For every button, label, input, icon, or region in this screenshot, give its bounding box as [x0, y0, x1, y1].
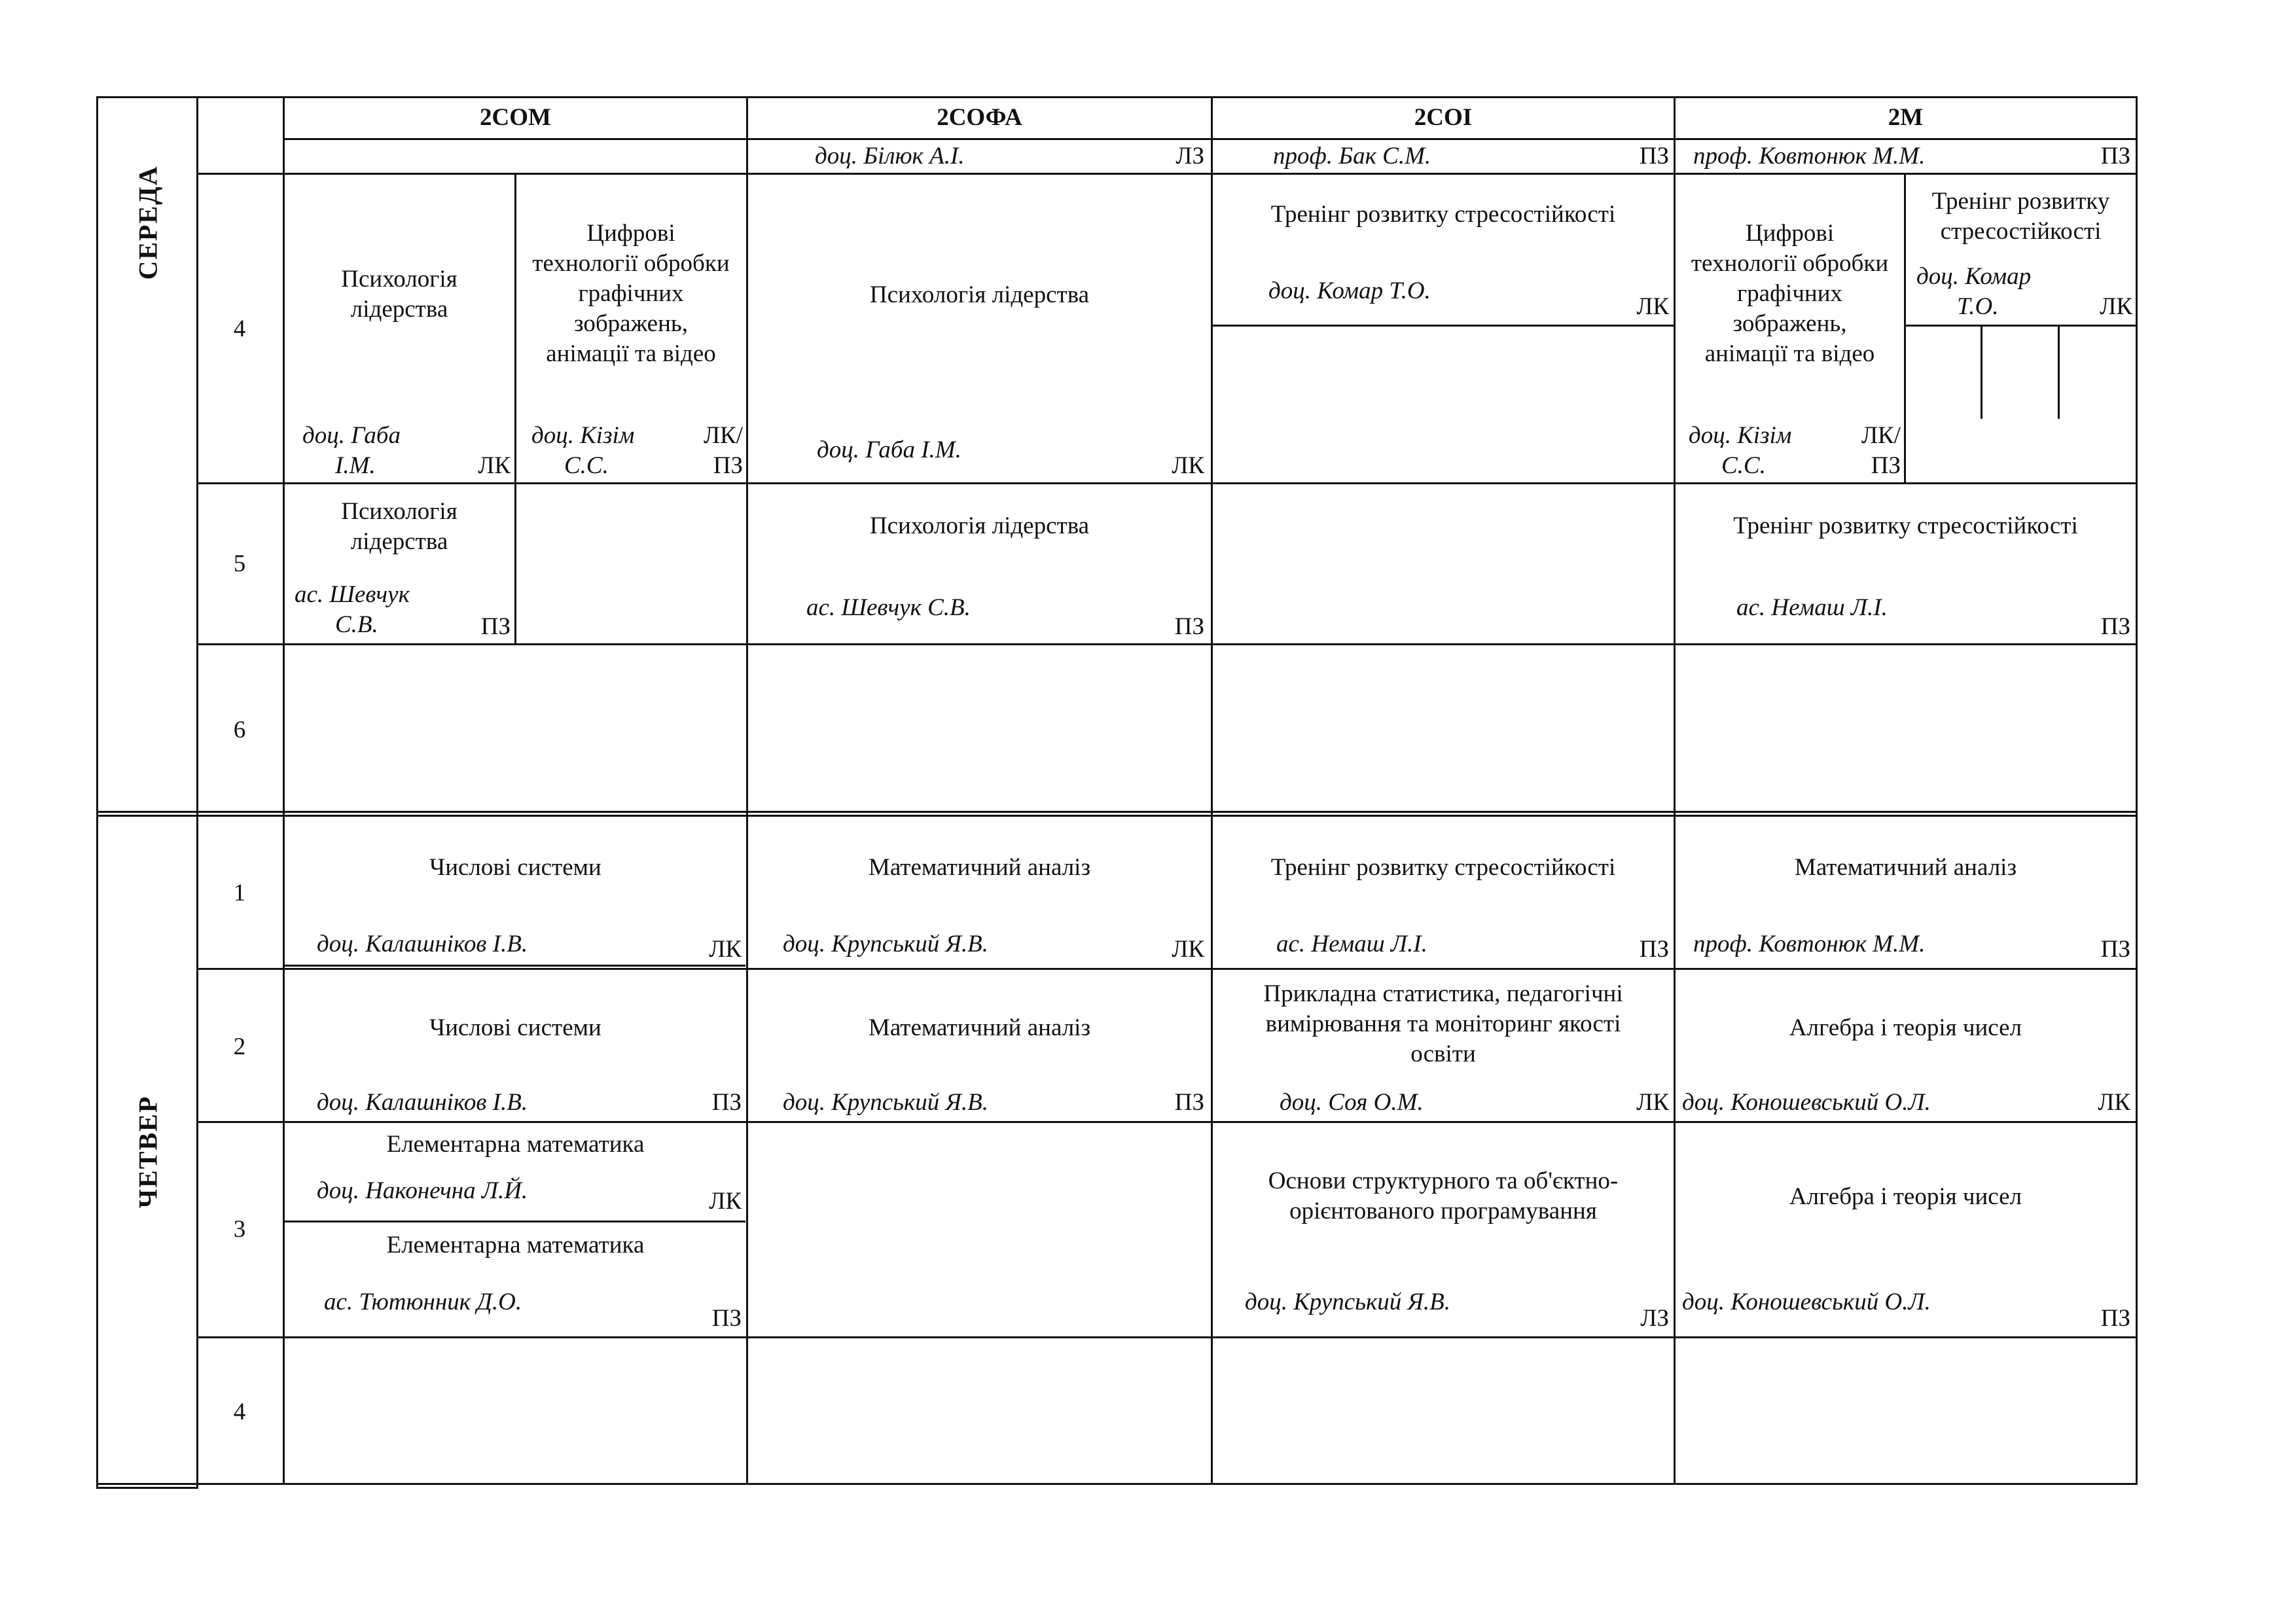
subject: стресостійкості [1940, 218, 2102, 245]
pair-number: 3 [233, 1216, 246, 1243]
subject: Тренінг розвитку стресостійкості [1270, 201, 1616, 228]
teacher: доц. Крупський Я.В. [1245, 1289, 1450, 1315]
teacher: доц. Кізім [1689, 422, 1792, 449]
grid-line [196, 173, 2136, 175]
subject: Елементарна математика [386, 1232, 645, 1258]
lesson-type: ЛК [1172, 452, 1204, 479]
subject: орієнтованого програмування [1289, 1198, 1597, 1224]
lesson-type: ПЗ [713, 452, 743, 479]
teacher: І.М. [335, 452, 376, 479]
subject: Прикладна статистика, педагогічні [1263, 980, 1623, 1007]
subject: Алгебра і теорія чисел [1789, 1014, 2022, 1041]
lesson-type: ПЗ [1639, 936, 1669, 963]
teacher: доц. Габа І.М. [817, 437, 961, 463]
subject: лідерства [350, 296, 448, 323]
grid-line [196, 482, 2136, 484]
teacher: доц. Соя О.М. [1280, 1089, 1424, 1116]
pair-number: 4 [233, 315, 246, 342]
teacher: доц. Калашніков І.В. [317, 931, 528, 957]
pair-number: 4 [233, 1399, 246, 1425]
teacher: С.С. [1721, 452, 1766, 479]
lesson-type: ПЗ [2100, 1305, 2130, 1332]
group-header: 2М [1888, 104, 1924, 131]
subject: вимірювання та моніторинг якості [1265, 1010, 1621, 1037]
teacher: Т.О. [1957, 293, 1999, 320]
teacher: ас. Тютюнник Д.О. [324, 1289, 522, 1315]
teacher: доц. Комар Т.О. [1268, 277, 1431, 304]
subject: Тренінг розвитку [1931, 188, 2110, 215]
subject: Тренінг розвитку стресостійкості [1733, 512, 2078, 539]
group-teacher: проф. Бак С.М. [1273, 143, 1431, 169]
subject: Основи структурного та об'єктно- [1268, 1168, 1619, 1194]
subject: Психологія лідерства [869, 281, 1090, 308]
grid-line [96, 1487, 198, 1489]
grid-line [196, 96, 198, 1489]
grid-line [284, 965, 745, 967]
teacher: С.С. [564, 452, 609, 479]
lesson-type: ЛК [2100, 293, 2132, 320]
group-header: 2СОІ [1414, 104, 1473, 131]
group-header: 2СОФА [937, 104, 1022, 131]
subject: Тренінг розвитку стресостійкості [1270, 854, 1616, 881]
lesson-type: ЛК [1636, 293, 1669, 320]
subject: графічних [1736, 280, 1843, 307]
teacher: доц. Наконечна Л.Й. [317, 1177, 528, 1204]
subject: освіти [1410, 1041, 1476, 1067]
day-separator [96, 815, 2136, 817]
lesson-type: ПЗ [2100, 936, 2130, 963]
grid-line [196, 1336, 2136, 1338]
pair-number: 1 [233, 880, 246, 906]
group-teacher: проф. Ковтонюк М.М. [1693, 143, 1926, 169]
subject: Алгебра і теорія чисел [1789, 1183, 2022, 1210]
grid-line [1905, 325, 2136, 327]
lesson-type: ПЗ [1174, 613, 1204, 640]
subject: Цифрові [1745, 220, 1835, 247]
teacher: проф. Ковтонюк М.М. [1693, 931, 1926, 957]
teacher: С.В. [335, 611, 378, 638]
subject: Числові системи [429, 854, 601, 881]
lesson-type: ПЗ [711, 1089, 742, 1116]
grid-line [96, 1483, 2136, 1485]
subject: Психологія лідерства [869, 512, 1090, 539]
teacher: ас. Немаш Л.І. [1276, 931, 1427, 957]
pair-number: 6 [233, 717, 246, 743]
lesson-type: ПЗ [2100, 143, 2130, 169]
subject: Математичний аналіз [868, 1014, 1091, 1041]
teacher: доц. Кізім [531, 422, 635, 449]
lesson-type: ЛК [709, 936, 742, 963]
lesson-type: ЛК [1636, 1089, 1669, 1116]
subject: Психологія [341, 266, 457, 293]
grid-line [196, 968, 2136, 970]
subject: Цифрові [586, 220, 675, 247]
subject: лідерства [350, 528, 448, 555]
grid-line [284, 138, 2136, 140]
lesson-type: ЛК/ [703, 422, 743, 449]
lesson-type: ПЗ [480, 613, 511, 640]
subject: технології обробки [532, 250, 730, 277]
subject: Психологія [341, 498, 457, 525]
teacher: доц. Комар [1916, 263, 2032, 290]
teacher: доц. Калашніков І.В. [317, 1089, 528, 1116]
teacher: доц. Габа [302, 422, 401, 449]
teacher: доц. Крупський Я.В. [783, 931, 988, 957]
subject: анімації та відео [1704, 340, 1875, 367]
lesson-type: ПЗ [1639, 143, 1669, 169]
lesson-type: ЛЗ [1175, 143, 1204, 169]
grid-line [96, 96, 98, 1489]
subject: Числові системи [429, 1014, 601, 1041]
lesson-type: ЛК [1172, 936, 1204, 963]
lesson-type: ЛК [478, 452, 511, 479]
grid-line [2058, 325, 2060, 419]
grid-line [1212, 325, 1674, 327]
subject: технології обробки [1691, 250, 1889, 277]
day-label-thursday: ЧЕТВЕР [133, 1095, 163, 1209]
subject: зображень, [1732, 310, 1847, 337]
pair-number: 5 [233, 550, 246, 577]
lesson-type: ПЗ [1871, 452, 1901, 479]
subject: Математичний аналіз [1794, 854, 2017, 881]
grid-line [1211, 96, 1213, 1485]
teacher: ас. Шевчук [295, 581, 410, 608]
lesson-type: ПЗ [2100, 613, 2130, 640]
grid-line [96, 96, 2136, 98]
day-label-wednesday: СЕРЕДА [133, 165, 163, 280]
grid-line [284, 1221, 745, 1222]
teacher: ас. Шевчук С.В. [806, 594, 971, 621]
group-teacher: доц. Білюк А.І. [815, 143, 965, 169]
day-separator [96, 811, 2136, 813]
subject: анімації та відео [546, 340, 716, 367]
teacher: доц. Коношевський О.Л. [1682, 1289, 1931, 1315]
subject: Математичний аналіз [868, 854, 1091, 881]
teacher: ас. Немаш Л.І. [1736, 594, 1888, 621]
subject: зображень, [573, 310, 689, 337]
lesson-type: ЛК/ [1861, 422, 1901, 449]
lesson-type: ПЗ [711, 1305, 742, 1332]
group-header: 2СОМ [480, 104, 551, 131]
grid-line [196, 1121, 2136, 1123]
lesson-type: ЛЗ [1640, 1305, 1669, 1332]
lesson-type: ЛК [2098, 1089, 2130, 1116]
grid-line [196, 643, 2136, 645]
teacher: доц. Крупський Я.В. [783, 1089, 988, 1116]
pair-number: 2 [233, 1033, 246, 1060]
teacher: доц. Коношевський О.Л. [1682, 1089, 1931, 1116]
grid-line [1981, 325, 1982, 419]
grid-line [2136, 96, 2138, 1485]
subject: Елементарна математика [386, 1131, 645, 1158]
lesson-type: ЛК [709, 1188, 742, 1215]
lesson-type: ПЗ [1174, 1089, 1204, 1116]
subject: графічних [578, 280, 684, 307]
